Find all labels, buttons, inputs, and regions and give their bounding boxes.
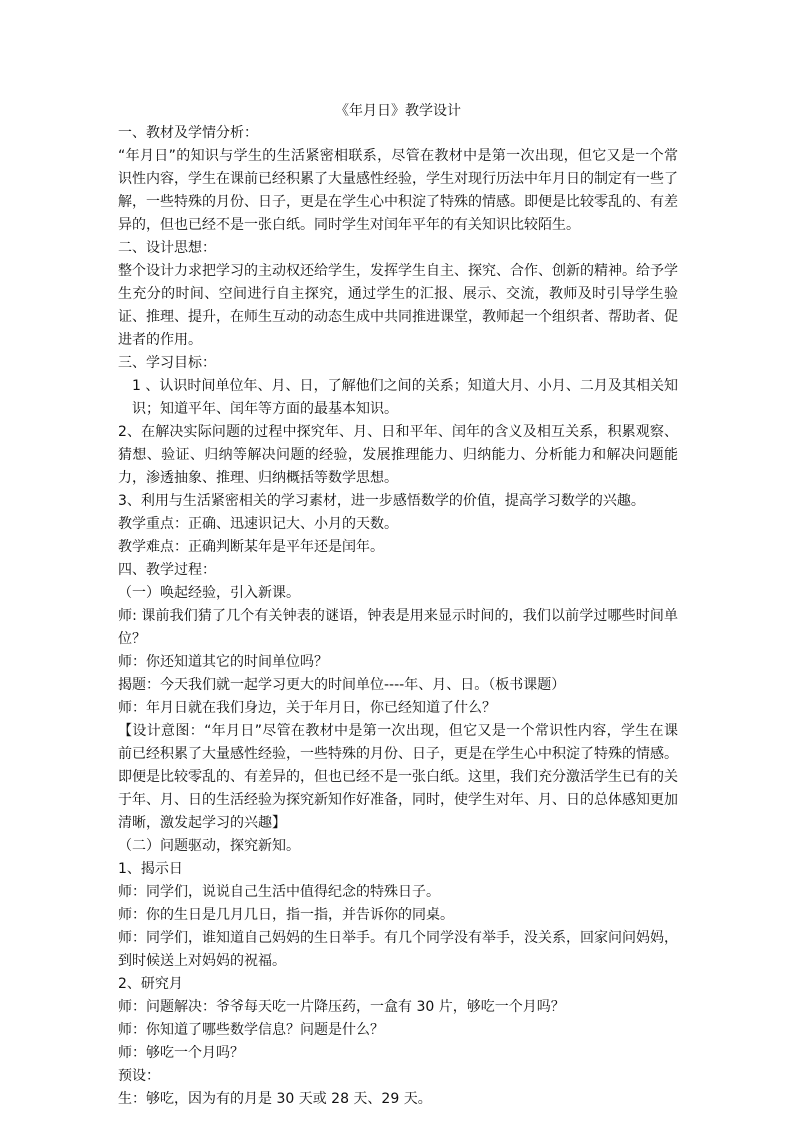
subsection-heading: （一）唤起经验，引入新课。 <box>118 585 300 601</box>
section-heading: 三、学习目标： <box>118 355 216 371</box>
paragraph: 师: 课前我们猜了几个有关钟表的谜语，钟表是用来显示时间的，我们以前学过哪些时间单位？ <box>118 608 678 647</box>
paragraph: 师：年月日就在我们身边，关于年月日，你已经知道了什么？ <box>118 700 496 716</box>
paragraph: 师：你还知道其它的时间单位吗？ <box>118 654 328 670</box>
paragraph: 师：你知道了哪些数学信息？问题是什么？ <box>118 1022 384 1038</box>
paragraph: 预设： <box>118 1068 160 1084</box>
document-title: 《年月日》教学设计 <box>335 103 461 119</box>
paragraph: “年月日”的知识与学生的生活紧密相联系，尽管在教材中是第一次出现，但它又是一个常识性内容，学生在课前已经积累了大量感性经验，学生对现行历法中年月日的制定有一些了解，一些特殊的月份、日子，更是在学生心中积淀了特殊的情感。即便是比较零乱的、有差异的，但也已经不是一张白纸。同时学生对闰年平年的有关知识比较陌生。 <box>118 148 678 233</box>
section-heading: 四、教学过程： <box>118 562 216 578</box>
paragraph: 揭题：今天我们就一起学习更大的时间单位----年、月、日。（板书课题） <box>118 677 566 693</box>
paragraph: 生：够吃，因为有的月是 30 天或 28 天、29 天。 <box>118 1091 432 1107</box>
paragraph: 2、研究月 <box>118 976 183 992</box>
section-heading: 二、设计思想： <box>118 240 216 256</box>
paragraph: 师：问题解决：爷爷每天吃一片降压药，一盒有 30 片，够吃一个月吗？ <box>118 999 565 1015</box>
document-page <box>118 100 678 1111</box>
paragraph: 3、利用与生活紧密相关的学习素材，进一步感悟数学的价值，提高学习数学的兴趣。 <box>118 493 645 509</box>
paragraph: 师：同学们，谁知道自己妈妈的生日举手。有几个同学没有举手，没关系，回家问问妈妈，到时候送上对妈妈的祝福。 <box>118 930 678 969</box>
paragraph: 2、在解决实际问题的过程中探究年、月、日和平年、闰年的含义及相互关系，积累观察、猜想、验证、归纳等解决问题的经验，发展推理能力、归纳能力、分析能力和解决问题能力，渗透抽象、推理、归纳概括等数学思想。 <box>118 424 678 486</box>
paragraph: 1、揭示日 <box>118 861 183 877</box>
paragraph: 整个设计力求把学习的主动权还给学生，发挥学生自主、探究、合作、创新的精神。给予学生充分的时间、空间进行自主探究，通过学生的汇报、展示、交流，教师及时引导学生验证、推理、提升，在师生互动的动态生成中共同推进课堂，教师起一个组织者、帮助者、促进者的作用。 <box>118 263 678 348</box>
paragraph: 教学重点：正确、迅速识记大、小月的天数。 <box>118 516 398 532</box>
paragraph: 师：够吃一个月吗？ <box>118 1045 244 1061</box>
subsection-heading: （二）问题驱动，探究新知。 <box>118 838 300 854</box>
design-intent-note: 【设计意图：“年月日”尽管在教材中是第一次出现，但它又是一个常识性内容，学生在课前已经积累了大量感性经验，一些特殊的月份、日子，更是在学生心中积淀了特殊的情感。即便是比较零乱的、有差异的，但也已经不是一张白纸。这里，我们充分激活学生已有的关于年、月、日的生活经验为探究新知作好准备，同时，使学生对年、月、日的总体感知更加清晰，激发起学习的兴趣】 <box>118 723 678 831</box>
paragraph: 师：同学们，说说自己生活中值得纪念的特殊日子。 <box>118 884 440 900</box>
paragraph: 1 、认识时间单位年、月、日，了解他们之间的关系；知道大月、小月、二月及其相关知识；知道平年、闰年等方面的最基本知识。 <box>132 378 678 417</box>
paragraph: 师：你的生日是几月几日，指一指，并告诉你的同桌。 <box>118 907 454 923</box>
paragraph: 教学难点：正确判断某年是平年还是闰年。 <box>118 539 384 555</box>
section-heading: 一、教材及学情分析： <box>118 125 258 141</box>
